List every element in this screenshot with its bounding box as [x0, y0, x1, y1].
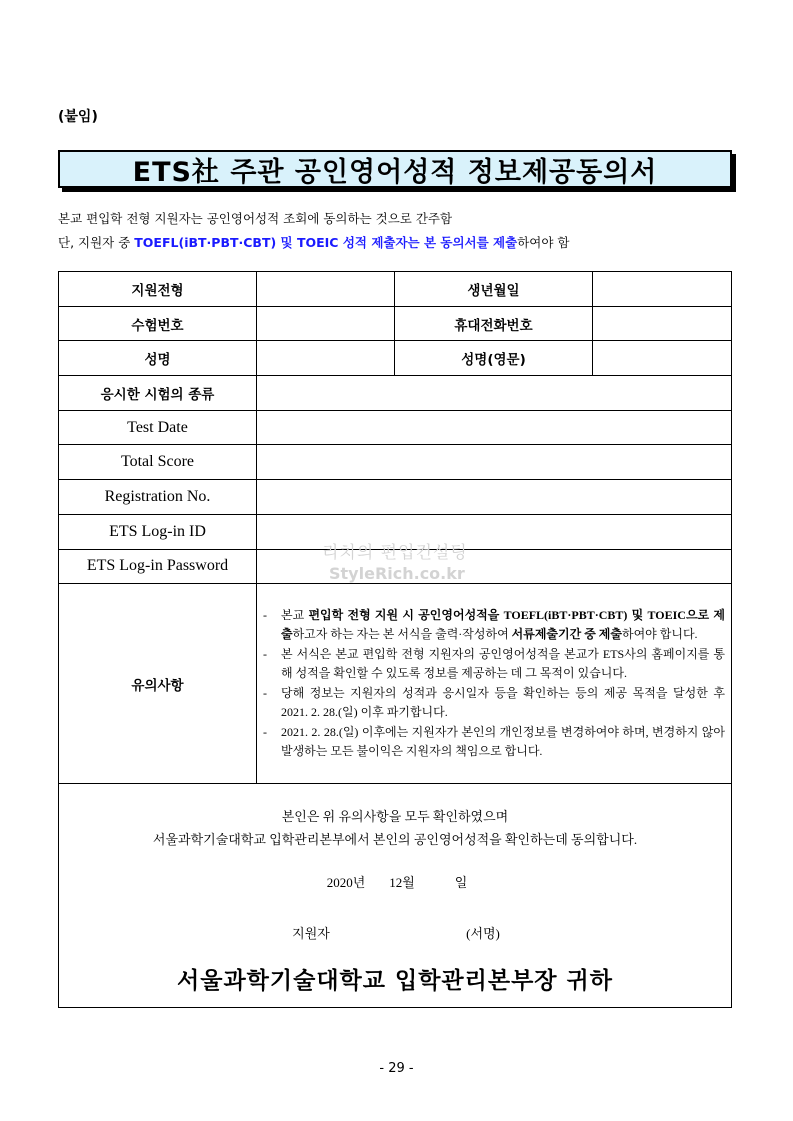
application-type-label: 지원전형	[59, 272, 257, 307]
note-item	[263, 684, 725, 723]
table-row	[59, 784, 732, 1008]
watermark-text: 리치의 편입컨설팅	[322, 543, 468, 563]
note-text: 본 서식은 본교 편입학 전형 지원자의 공인영어성적을 본교가 ETS사의 홈페이지를 통해 성적을 확인할 수 있도록 정보를 제공하는 데 그 목적이 있습니다.	[281, 646, 725, 681]
total-score-field[interactable]	[257, 445, 732, 480]
notes-content	[257, 584, 732, 784]
table-row	[59, 306, 732, 341]
birth-date-field[interactable]	[593, 272, 732, 307]
table-row	[59, 272, 732, 307]
consent-section	[59, 784, 732, 1008]
note-text: 2021. 2. 28.(일) 이후에는 지원자가 본인의 개인정보를 변경하여야 하며, 변경하지 않아 발생하는 모든 불이익은 지원자의 책임으로 합니다.	[281, 724, 725, 759]
intro-suffix: 하여야 함	[517, 235, 570, 250]
mobile-number-label: 휴대전화번호	[395, 306, 593, 341]
note-dash: -	[263, 607, 267, 622]
test-date-field[interactable]	[257, 410, 732, 445]
table-row	[59, 584, 732, 784]
intro-line-1: 본교 편입학 전형 지원자는 공인영어성적 조회에 동의하는 것으로 간주함	[58, 211, 453, 226]
exam-number-label: 수험번호	[59, 306, 257, 341]
page-number: - 29 -	[379, 1061, 414, 1076]
table-row	[59, 480, 732, 515]
ets-login-password-label: ETS Log-in Password	[59, 549, 257, 584]
table-row	[59, 376, 732, 411]
exam-type-label: 응시한 시험의 종류	[59, 376, 257, 411]
watermark-url: StyleRich.co.kr	[329, 564, 465, 583]
name-english-field[interactable]	[593, 341, 732, 376]
exam-type-field[interactable]	[257, 376, 732, 411]
document-title-text: ETS社 주관 공인영어성적 정보제공동의서	[132, 156, 658, 188]
birth-date-label: 생년월일	[395, 272, 593, 307]
applicant-label: 지원자	[292, 926, 330, 942]
consent-form-table	[58, 271, 732, 1008]
consent-month: 12월	[389, 875, 415, 891]
intro-prefix: 단, 지원자 중	[58, 235, 135, 250]
application-type-field[interactable]	[257, 272, 395, 307]
document-title	[58, 150, 732, 188]
exam-number-field[interactable]	[257, 306, 395, 341]
note-dash: -	[263, 724, 267, 739]
name-field[interactable]	[257, 341, 395, 376]
registration-no-field[interactable]	[257, 480, 732, 515]
note-item	[263, 723, 725, 762]
table-row	[59, 445, 732, 480]
ets-login-id-label: ETS Log-in ID	[59, 514, 257, 549]
test-date-label: Test Date	[59, 410, 257, 445]
signature-field[interactable]: (서명)	[466, 926, 500, 942]
consent-year: 2020년	[326, 875, 366, 891]
table-row	[59, 410, 732, 445]
note-item	[263, 645, 725, 684]
addressee: 서울과학기술대학교 입학관리본부장 귀하	[177, 968, 613, 995]
note-dash: -	[263, 685, 267, 700]
table-row	[59, 341, 732, 376]
name-english-label: 성명(영문)	[395, 341, 593, 376]
note-text: 본교 편입학 전형 지원 시 공인영어성적을 TOEFL(iBT·PBT·CBT) 및 TOEIC으로 제출하고자 하는 자는 본 서식을 출력·작성하여 서류제출기간 중 제출하여야 합니다.	[281, 607, 726, 642]
notes-label: 유의사항	[59, 584, 257, 784]
attachment-label: (붙임)	[58, 109, 98, 125]
note-dash: -	[263, 646, 267, 661]
intro-highlight: TOEFL(iBT·PBT·CBT) 및 TOEIC 성적 제출자는 본 동의서를 제출	[134, 235, 518, 250]
name-label: 성명	[59, 341, 257, 376]
registration-no-label: Registration No.	[59, 480, 257, 515]
consent-line-1: 본인은 위 유의사항을 모두 확인하였으며	[281, 809, 509, 825]
total-score-label: Total Score	[59, 445, 257, 480]
intro-line-2	[58, 233, 570, 251]
consent-day: 일	[454, 875, 468, 891]
consent-line-2: 서울과학기술대학교 입학관리본부에서 본인의 공인영어성적을 확인하는데 동의합니다.	[152, 832, 638, 848]
note-item	[263, 606, 725, 645]
mobile-number-field[interactable]	[593, 306, 732, 341]
note-text: 당해 정보는 지원자의 성적과 응시일자 등을 확인하는 등의 제공 목적을 달성한 후 2021. 2. 28.(일) 이후 파기합니다.	[281, 685, 725, 720]
